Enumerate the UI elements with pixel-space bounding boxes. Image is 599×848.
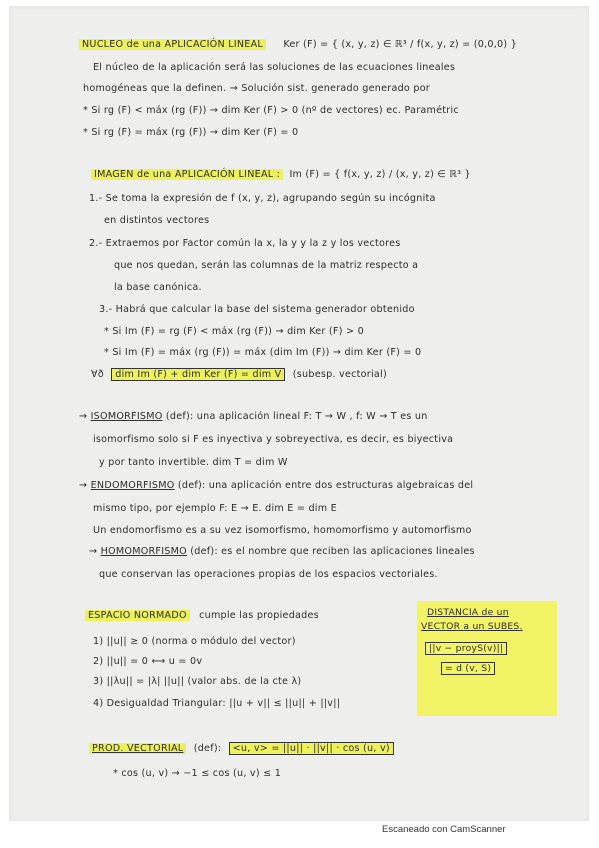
endo-line-1: → ENDOMORFISMO (def): una aplicación entre dos estructuras algebraicas del xyxy=(79,480,474,491)
prod-line-title xyxy=(89,743,394,754)
iso-text-3: y por tanto invertible. dim T = dim W xyxy=(99,457,288,468)
scanned-page xyxy=(9,6,589,821)
iso-text-2: isomorfismo solo si F es inyectiva y sobreyectiva, es decir, es biyectiva xyxy=(93,434,454,445)
norm-prop-1: 1) ||u|| ≥ 0 (norma o módulo del vector) xyxy=(93,636,296,647)
prod-text-1: * cos (u, v) → −1 ≤ cos (u, v) ≤ 1 xyxy=(113,768,282,779)
ker-line-title xyxy=(79,39,517,50)
im-text-8: * Si Im (F) = máx (rg (F)) = máx (dim Im (F)) → dim Ker (F) = 0 xyxy=(104,347,422,358)
ker-text-2: homogéneas que la definen. → Solución sist. generado generado por xyxy=(83,83,431,94)
ker-text-4: * Si rg (F) = máx (rg (F)) → dim Ker (F) = 0 xyxy=(83,127,299,138)
im-text-1: 1.- Se toma la expresión de f (x, y, z), agrupando según su incógnita xyxy=(89,193,436,204)
norm-line-title xyxy=(85,610,319,621)
homo-line-1: → HOMOMORFISMO (def): es el nombre que reciben las aplicaciones lineales xyxy=(89,546,475,557)
im-title: IMAGEN de una APLICACIÓN LINEAL : xyxy=(91,169,283,180)
note-line-1: DISTANCIA de un xyxy=(427,607,509,618)
ker-text-1: El núcleo de la aplicación será las soluciones de las ecuaciones lineales xyxy=(93,62,456,73)
norm-prop-4: 4) Desigualdad Triangular: ||u + v|| ≤ ||u|| + ||v|| xyxy=(93,698,341,709)
endo-text-1: (def): una aplicación entre dos estructuras algebraicas del xyxy=(177,480,474,491)
im-line-title xyxy=(91,169,471,180)
im-text-2: en distintos vectores xyxy=(104,215,210,226)
note-line-4: = d (v, S) xyxy=(441,663,495,674)
iso-line-1: → ISOMORFISMO (def): una aplicación lineal F: T → W , f: W → T es un xyxy=(79,411,428,422)
im-suffix: (subesp. vectorial) xyxy=(292,369,387,380)
scanner-watermark: Escaneado con CamScanner xyxy=(382,824,506,835)
endo-term: ENDOMORFISMO xyxy=(90,480,175,491)
ker-text-3: * Si rg (F) < máx (rg (F)) → dim Ker (F) > 0 (nº de vectores) ec. Paramétric xyxy=(83,105,459,116)
iso-term: ISOMORFISMO xyxy=(90,411,163,422)
norm-subtitle: cumple las propiedades xyxy=(199,610,319,621)
ker-title: NUCLEO de una APLICACIÓN LINEAL xyxy=(79,39,266,50)
ker-definition: Ker (F) = { (x, y, z) ∈ ℝ³ / f(x, y, z) = (0,0,0) } xyxy=(283,39,518,50)
endo-text-2: mismo tipo, por ejemplo F: E → E. dim E = dim E xyxy=(93,503,337,514)
prod-title: PROD. VECTORIAL xyxy=(89,743,186,754)
sticky-note xyxy=(417,601,557,716)
norm-prop-3: 3) ||λu|| = |λ| ||u|| (valor abs. de la cte λ) xyxy=(93,676,302,687)
homo-text-2: que conservan las operaciones propias de los espacios vectoriales. xyxy=(99,569,438,580)
prod-formula-box: <u, v> = ||u|| · ||v|| · cos (u, v) xyxy=(229,742,394,755)
norm-prop-2: 2) ||u|| = 0 ⟷ u = 0v xyxy=(93,656,203,667)
im-prefix: ∀ð xyxy=(91,369,104,380)
iso-text-1: (def): una aplicación lineal F: T → W , f: W → T es un xyxy=(165,411,428,422)
norm-title: ESPACIO NORMADO xyxy=(85,610,190,621)
im-text-4: que nos quedan, serán las columnas de la matriz respecto a xyxy=(114,260,419,271)
homo-text-1: (def): es el nombre que reciben las aplicaciones lineales xyxy=(190,546,475,557)
im-dimension-theorem xyxy=(91,369,387,380)
note-line-2: VECTOR a un SUBES. xyxy=(421,621,523,632)
im-text-7: * Si Im (F) = rg (F) < máx (rg (F)) → dim Ker (F) > 0 xyxy=(104,326,364,337)
homo-term: HOMOMORFISMO xyxy=(100,546,187,557)
dimension-formula-box: dim Im (F) + dim Ker (F) = dim V xyxy=(111,368,285,381)
im-text-6: 3.- Habrá que calcular la base del sistema generador obtenido xyxy=(99,304,415,315)
endo-text-3: Un endomorfismo es a su vez isomorfismo, homomorfismo y automorfismo xyxy=(93,525,472,536)
im-text-3: 2.- Extraemos por Factor común la x, la y y la z y los vectores xyxy=(89,238,401,249)
im-text-5: la base canónica. xyxy=(114,282,202,293)
im-definition: Im (F) = { f(x, y, z) / (x, y, z) ∈ ℝ³ } xyxy=(289,169,471,180)
note-line-3: ||v − proyS(v)|| xyxy=(425,643,507,654)
prod-def: (def): xyxy=(193,743,222,754)
